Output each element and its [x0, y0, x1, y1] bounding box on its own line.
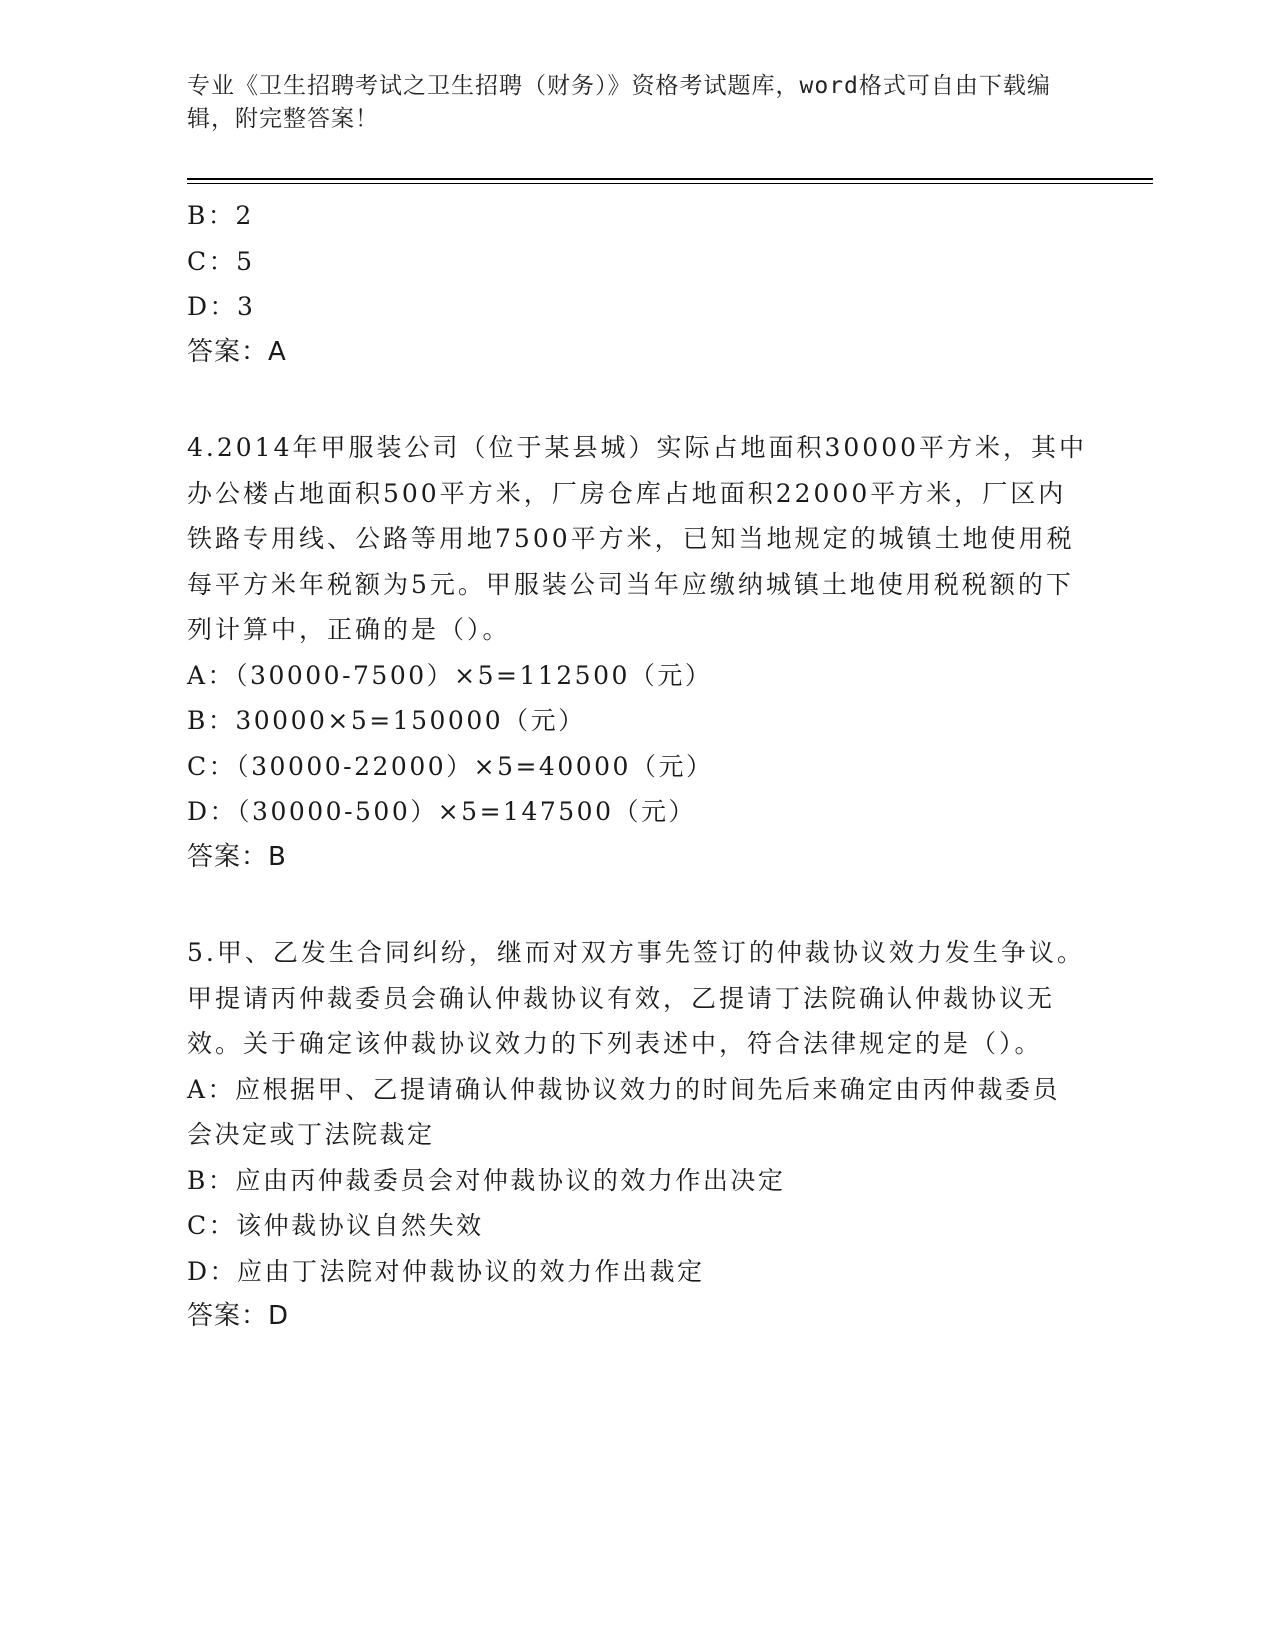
- option-c: C：（30000-22000）×5=40000（元）: [187, 751, 714, 781]
- question-stem: 5.甲、乙发生合同纠纷，继而对双方事先签订的仲裁协议效力发生争议。甲提请丙仲裁委员会确认仲裁协议有效，乙提请丁法院确认仲裁协议无效。关于确定该仲裁协议效力的下列表述中，符合法律规定的是（）。: [187, 938, 1085, 1058]
- option-a: A：应根据甲、乙提请确认仲裁协议效力的时间先后来确定由丙仲裁委员会决定或丁法院裁定: [187, 1074, 1061, 1149]
- option-d: D：（30000-500）×5=147500（元）: [187, 797, 696, 826]
- answer-line: 答案：D: [187, 1301, 290, 1331]
- question-list: [187, 193, 1087, 1340]
- option-a: A：（30000-7500）×5=112500（元）: [187, 660, 713, 690]
- answer-line: 答案：B: [187, 841, 287, 872]
- question-block-4: [187, 425, 1087, 880]
- option-c: C：该仲裁协议自然失效: [187, 1211, 484, 1240]
- question-stem: 4.2014年甲服装公司（位于某县城）实际占地面积30000平方米，其中办公楼占地面积500平方米，厂房仓库占地面积22000平方米，厂区内铁路专用线、公路等用地7500平方米，已知当地规定的城镇土地使用税每平方米年税额为5元。甲服装公司当年应缴纳城镇土地使用税税额的下列计算中，正确的是（）。: [187, 433, 1088, 644]
- option-d: D：应由丁法院对仲裁协议的效力作出裁定: [187, 1256, 705, 1286]
- question-block-5: [187, 930, 1087, 1340]
- header-rule-thick: [187, 178, 1153, 180]
- option-b: B：应由丙仲裁委员会对仲裁协议的效力作出决定: [187, 1165, 786, 1195]
- option-c: C：5: [187, 246, 255, 276]
- option-b: B：2: [187, 201, 254, 230]
- header-rule-thin: [187, 183, 1153, 184]
- option-d: D：3: [187, 292, 256, 321]
- page-header: 专业《卫生招聘考试之卫生招聘（财务）》资格考试题库，word格式可自由下载编辑，附完整答案！: [187, 73, 1051, 132]
- option-b: B：30000×5=150000（元）: [187, 706, 586, 735]
- answer-line: 答案：A: [187, 336, 287, 367]
- question-block-3: [187, 193, 1087, 375]
